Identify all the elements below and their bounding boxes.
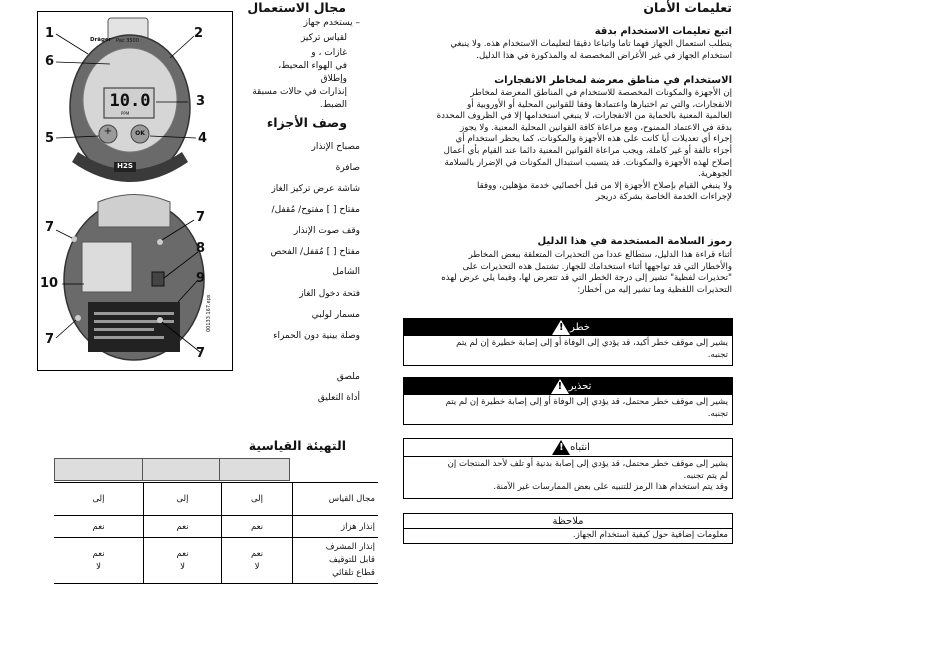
table-cell: نعم: [144, 516, 222, 538]
warning-triangle-icon: !: [552, 320, 570, 335]
text-line: يتطلب استعمال الجهاز فهما تاما واتباعا دقيقا لتعليمات الاستخدام هذه. ولا ينبغي: [450, 39, 732, 49]
text-line: غازات ، و: [311, 48, 347, 58]
text-line: أثناء قراءة هذا الدليل، ستطالع عددا من التحذيرات المتعلقة ببعض المخاطر: [468, 250, 732, 260]
callout-number: 7: [196, 346, 206, 361]
warning-triangle-icon: !: [551, 379, 569, 394]
header-cell: [220, 458, 290, 481]
text-line: استخدام الجهاز في غير الأغراض المخصصة له والمذكورة في هذا الدليل.: [476, 50, 732, 61]
text-line: لإجراءات الخدمة الخاصة بشركة دريجر: [595, 192, 732, 203]
callout-number: 3: [196, 94, 206, 109]
plus-label: +: [103, 126, 113, 137]
safety-title: تعليمات الأمان: [643, 0, 732, 15]
section-body-symbols: [392, 250, 732, 296]
text-line: في الهواء المحيط، وإطلاق: [278, 61, 347, 84]
cell-line: لا: [180, 561, 185, 572]
warning-box: [403, 377, 733, 425]
part-item: مفتاح [ ] مُقفل/ الفحص: [270, 247, 360, 257]
table-cell: إلى: [92, 494, 105, 504]
sticker-line: [94, 336, 164, 339]
part-item: وصلة بينية دون الحمراء: [273, 331, 360, 341]
callout-number: 2: [194, 26, 204, 41]
cell-line: إنذار المشرف: [325, 542, 375, 552]
header-cell: [54, 458, 143, 481]
screw: [71, 236, 77, 242]
table-cell: إلى: [222, 483, 293, 516]
usage-body: [250, 17, 360, 112]
callout-number: 4: [198, 131, 208, 146]
section-title-symbols: رموز السلامة المستخدمة في هذا الدليل: [537, 236, 732, 247]
table-cell: [144, 538, 222, 584]
text-line: الضبط.: [319, 100, 347, 110]
section-body-explosion: [392, 88, 732, 204]
warning-triangle-icon: !: [552, 440, 570, 455]
warning-label: تحذير: [568, 381, 592, 392]
ir-interface: [152, 272, 164, 286]
callout-number: 8: [196, 241, 206, 256]
sticker-line: [94, 312, 174, 315]
gas-badge: H2S: [117, 162, 133, 170]
back-label-area: [82, 242, 132, 292]
back-sticker: [88, 302, 180, 352]
cell-line: لا: [254, 561, 260, 572]
caution-box: [403, 438, 733, 499]
note-label: ملاحظة: [552, 515, 584, 527]
table-row: [54, 538, 378, 584]
text-line: والأخطار التي قد تواجهها أثناء استخدامك للجهاز. تشتمل هذه التحذيرات على: [462, 261, 732, 272]
danger-header: [404, 319, 732, 336]
config-title: التهيئة القياسية: [248, 438, 346, 453]
table-cell: [54, 538, 144, 584]
callout-number: 10: [40, 276, 59, 291]
text-line: تجنبه.: [707, 349, 728, 360]
parts-title: وصف الأجزاء: [266, 115, 347, 130]
danger-box: [403, 318, 733, 366]
part-item: فتحة دخول الغاز: [299, 289, 360, 299]
part-item: مسمار لولبي: [311, 310, 360, 320]
table-label: إنذار هزاز: [293, 516, 379, 538]
table-label: [293, 538, 379, 584]
table-cell: [222, 538, 293, 584]
warning-text: [404, 395, 732, 422]
text-line: التحذيرات اللفظية وما تشير إليه من أخطار:: [577, 284, 732, 295]
callout-number: 7: [45, 332, 55, 347]
callout-number: 7: [45, 220, 55, 235]
text-line: العالمية المعنية بالحماية من الانفجارات، لا ينبغي استخدامها إلا في الظروف المحددة: [436, 111, 732, 122]
caution-header: [404, 439, 732, 457]
callout-number: 1: [45, 26, 55, 41]
table-cell: نعم: [92, 521, 105, 532]
part-item: مفتاح [ ] مفتوح/ مُقفل/: [271, 205, 360, 215]
config-header-row: [54, 458, 378, 481]
danger-label: خطر: [570, 322, 590, 333]
text-line: إن الأجهزة والمكونات المخصصة للاستخدام في المناطق المعرضة لمخاطر: [470, 88, 732, 98]
text-line: يستخدم جهاز: [303, 18, 353, 28]
part-item: مصباح الإنذار: [311, 142, 360, 152]
text-line: إنذارات في حالات مسبقة: [252, 87, 347, 97]
section-title-follow-instructions: اتبع تعليمات الاستخدام بدقة: [594, 26, 732, 37]
section-body-follow-instructions: [392, 39, 732, 62]
usage-title: مجال الاستعمال: [247, 0, 346, 15]
config-table: [54, 458, 378, 584]
part-item: أداة التعليق: [317, 393, 360, 403]
cell-line: نعم: [176, 548, 189, 559]
cell-line: لا: [96, 561, 101, 572]
cell-line: نعم: [250, 548, 264, 559]
note-header: [404, 514, 732, 529]
text-line: الجوهرية.: [698, 169, 732, 180]
device-brand: Dräger: [90, 37, 112, 43]
ok-label: OK: [135, 130, 145, 137]
table-label: مجال القياس: [293, 483, 379, 516]
text-line: "تحذيرات لفظية" تشير إلى درجة الخطر التي قد تتعرض لها، وفيما يلي عرض لهذه: [441, 273, 732, 284]
cell-line: قطاع تلقائي: [332, 568, 375, 578]
note-box: [403, 513, 733, 544]
note-text: معلومات إضافية حول كيفية استخدام الجهاز.: [572, 530, 728, 540]
part-item: صافرة: [335, 163, 360, 173]
part-item: وقف صوت الإنذار: [293, 226, 360, 236]
text-line: بدقة في الاعتماد الممنوح، ومع مراعاة كافة القوانين المحلية المعنية. ولا يجوز: [460, 122, 732, 133]
device-illustration: [38, 12, 234, 372]
warning-header: [404, 378, 732, 395]
callout-number: 9: [196, 271, 206, 286]
table-cell: نعم: [222, 516, 293, 538]
caution-label: انتباه: [570, 442, 590, 453]
back-clip: [98, 195, 170, 228]
text-line: أجزاء تالفة أو غير كاملة، ويجب مراعاة القوانين المعنية دائما عند القيام بأي أعمال: [443, 145, 732, 156]
config-grid: [54, 482, 378, 584]
table-row: [54, 516, 378, 538]
gas-unit: PPM: [121, 111, 130, 116]
text-line: لم يتم تجنبه.: [683, 470, 728, 481]
section-title-explosion: الاستخدام في مناطق معرضة لمخاطر الانفجارات: [494, 75, 732, 86]
callout-number: 7: [196, 210, 206, 225]
cell-line: قابل للتوقيف: [329, 555, 375, 565]
text-line: يشير إلى موقف خطر محتمل، قد يؤدي إلى الوفاة أو إلى إصابة خطيرة إن لم يتم: [445, 397, 728, 407]
table-row: [54, 483, 378, 516]
table-cell: إلى: [144, 483, 222, 516]
text-line: يشير إلى موقف خطر محتمل، قد يؤدي إلى إصابة بدنية أو تلف لأحد المنتجات إن: [447, 459, 728, 469]
header-cell: [143, 458, 220, 481]
text-line: لقياس تركيز: [300, 33, 347, 43]
caution-text: [404, 457, 732, 496]
text-line: الانفجارات، والتي تم اختبارها واعتمادها وفقا للقوانين المحلية أو الأوروبية أو: [467, 99, 732, 110]
part-item: الشامل: [332, 267, 360, 277]
figure-code: 00133 167.eps: [206, 294, 212, 332]
gas-reading: 10.0: [109, 91, 151, 111]
part-item: ملصق: [336, 372, 360, 382]
device-figure: [37, 11, 233, 371]
text-line: ولا ينبغي القيام بإصلاح الأجهزة إلا من قبل أخصائيي خدمة مؤهلين، ووفقا: [477, 180, 732, 191]
text-line: وقد يتم استخدام هذا الرمز للتنبيه على بعض الممارسات غير الآمنة.: [493, 482, 728, 492]
usage-line: – يستخدم جهاز: [303, 18, 360, 28]
sticker-line: [94, 328, 154, 331]
cell-line: نعم: [92, 548, 105, 559]
part-item: شاشة عرض تركيز الغاز: [271, 184, 360, 194]
callout-number: 6: [45, 54, 55, 69]
text-line: إصلاح لهذه الأجهزة والمكونات. قد يتسبب استبدال المكونات في الإضرار بالسلامة: [444, 157, 732, 168]
device-model: Pac 3500: [116, 38, 139, 44]
callout-number: 5: [45, 131, 55, 146]
text-line: إجراء أي تعديلات أيا كانت على هذه الأجهزة والمكونات، كما يحظر استخدام أي: [455, 134, 732, 145]
danger-text: [404, 336, 732, 363]
text-line: يشير إلى موقف خطر أكيد، قد يؤدي إلى الوفاة أو إلى إصابة خطيرة إن لم يتم: [456, 338, 728, 348]
text-line: تجنبه.: [707, 408, 728, 419]
